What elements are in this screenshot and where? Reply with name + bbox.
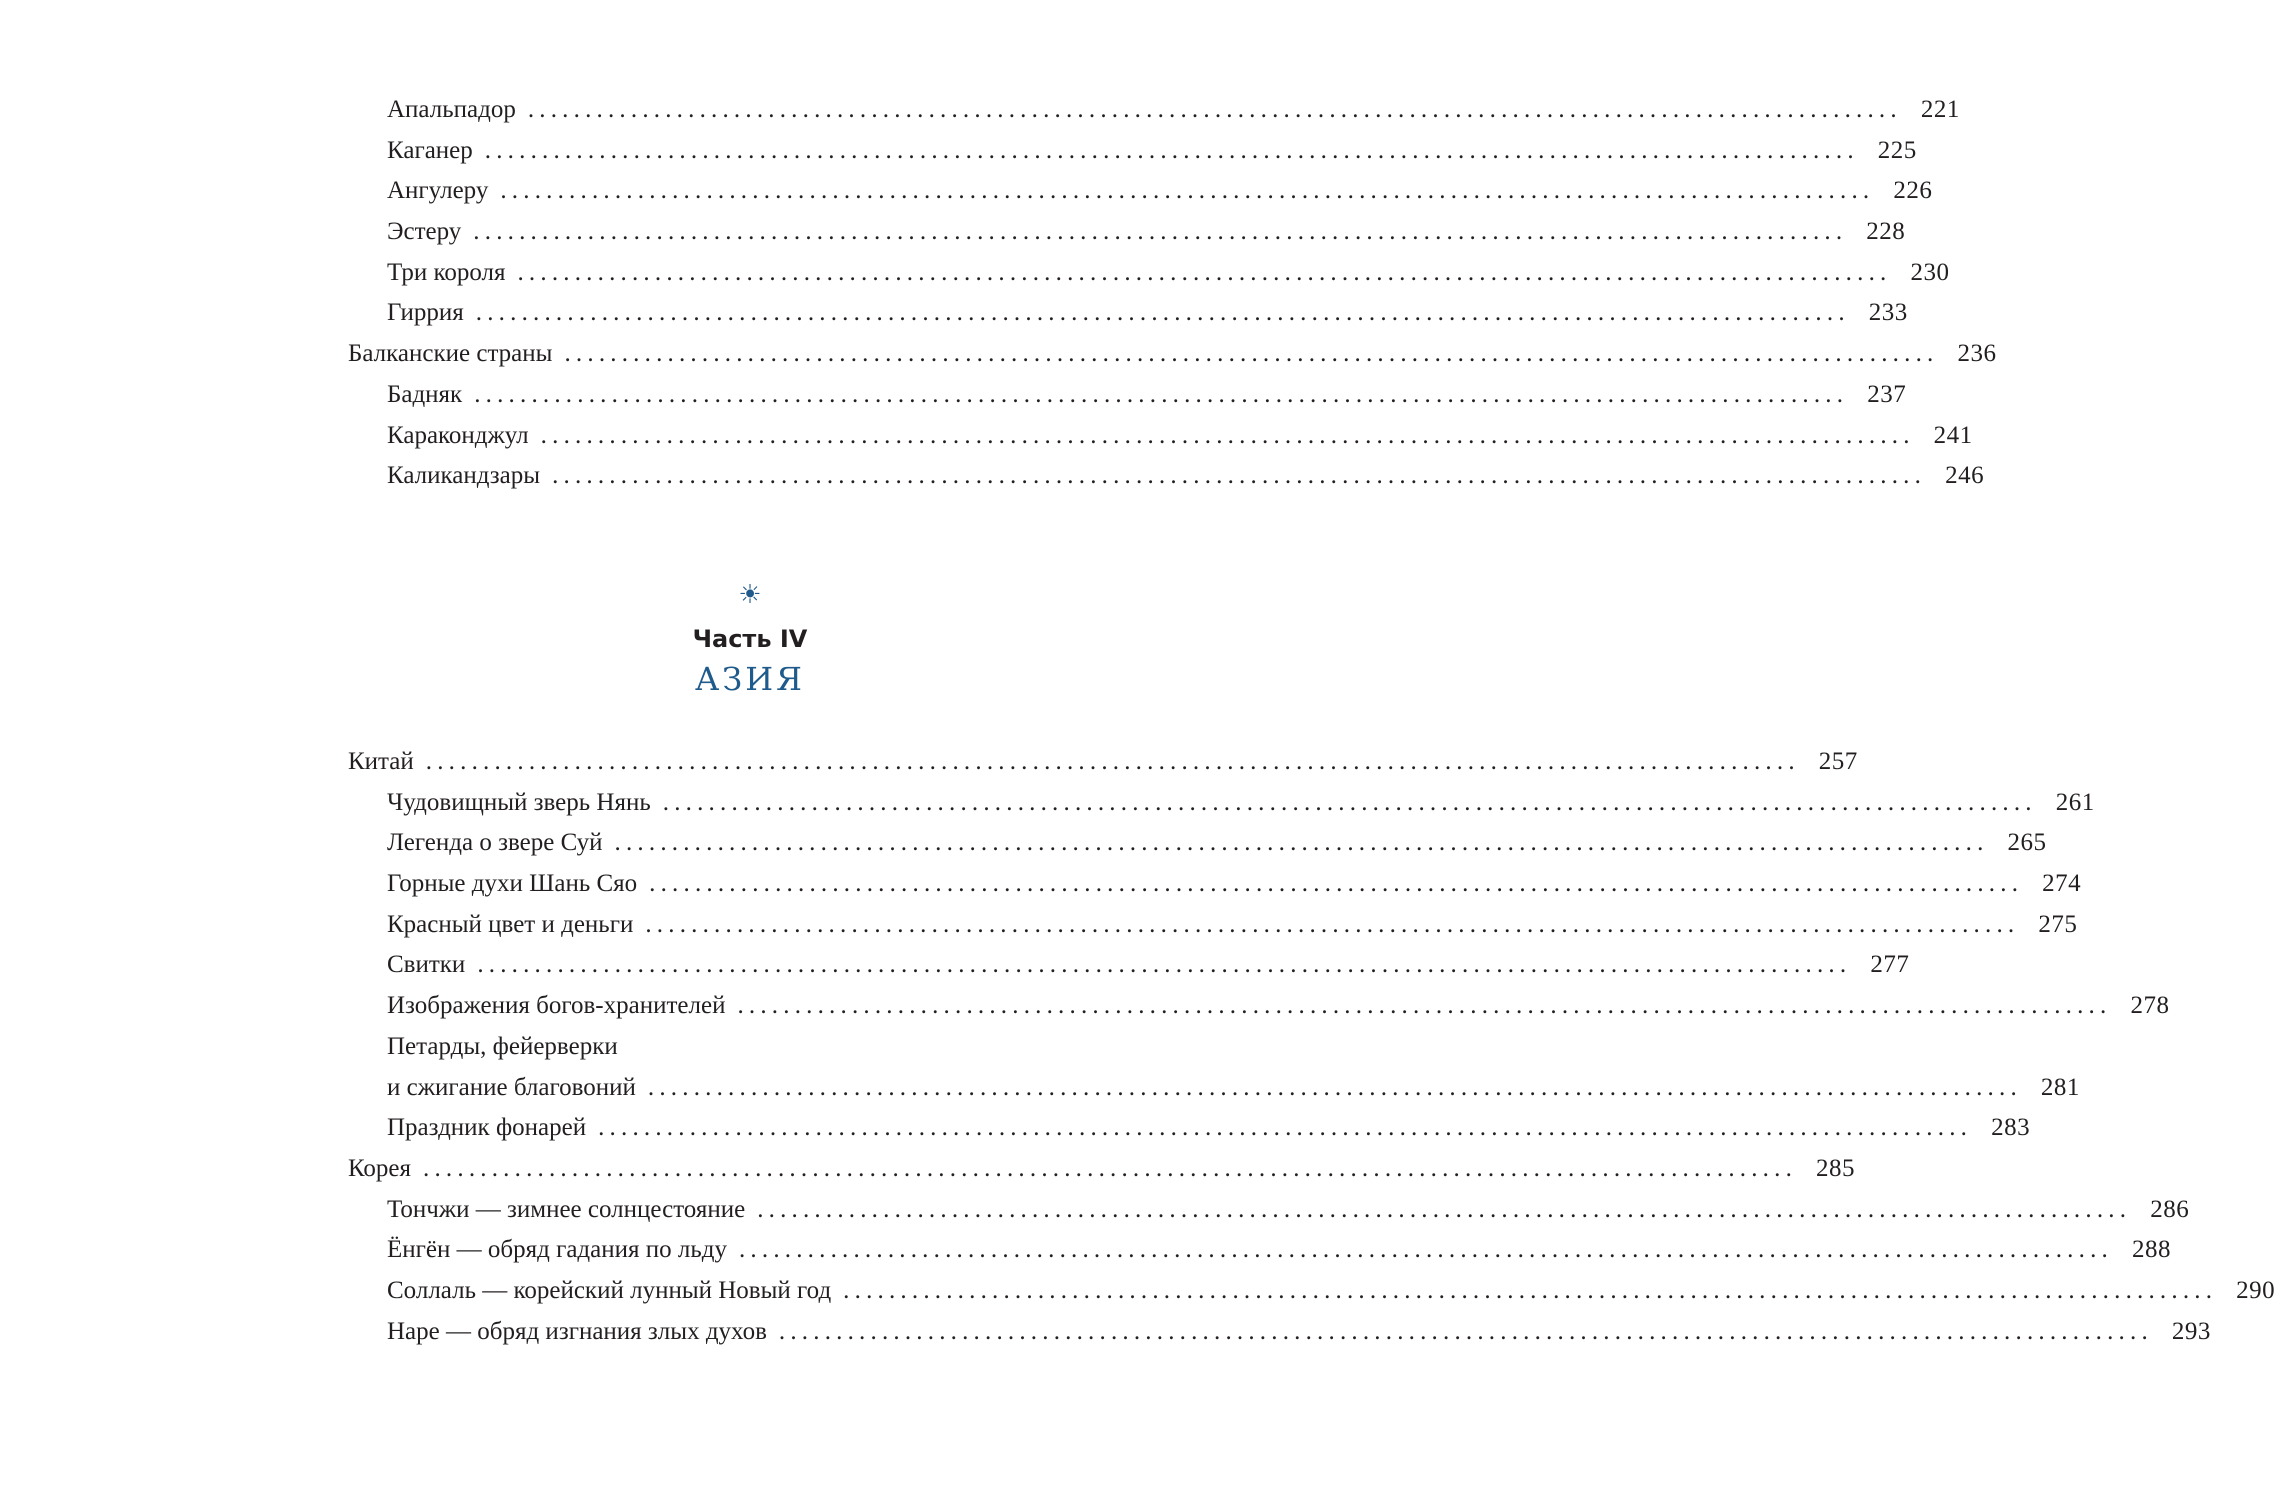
toc-entry-title: Китай — [348, 748, 414, 775]
toc-entry-title: Наре — обряд изгнания злых духов — [387, 1317, 767, 1345]
dot-leader: ........................................................................................................................ — [500, 177, 1875, 205]
toc-entry — [348, 90, 1960, 131]
toc-entry-title: Легенда о звере Суй — [387, 829, 603, 857]
toc-entry — [348, 375, 1907, 416]
dot-leader: ........................................................................................................................ — [425, 748, 1800, 775]
toc-entry-row — [348, 334, 1997, 375]
toc-entry-row — [387, 1271, 2275, 1312]
toc-entry-page-number: 261 — [2055, 788, 2095, 816]
toc-entry — [348, 1190, 2190, 1231]
sun-ornament-icon: ☀ — [738, 580, 762, 610]
toc-entry-page-number: 246 — [1945, 462, 1985, 490]
toc-entry-page-number: 226 — [1893, 177, 1933, 205]
toc-entry-page-number: 265 — [2007, 829, 2047, 857]
toc-entry-row — [387, 171, 1933, 212]
toc-entry-page-number: 237 — [1867, 380, 1907, 408]
toc-entry-page-number: 241 — [1933, 421, 1973, 449]
part-label: Часть IV — [692, 625, 808, 653]
toc-entry — [348, 131, 1917, 172]
toc-entry — [348, 456, 1985, 497]
dot-leader: ........................................................................................................................ — [598, 1114, 1973, 1142]
dot-leader: ........................................................................................................................ — [477, 951, 1852, 979]
toc-entry-page-number: 293 — [2171, 1317, 2211, 1345]
toc-entry-page-number: 290 — [2236, 1276, 2275, 1304]
toc-entry-page-number: 288 — [2131, 1236, 2171, 1264]
dot-leader: ........................................................................................................................ — [475, 299, 1850, 327]
toc-entry-page-number: 228 — [1866, 218, 1906, 246]
toc-entry-title: Эстеру — [387, 218, 462, 246]
toc-entry — [348, 864, 2082, 905]
toc-entry-row — [348, 1149, 1856, 1190]
dot-leader: ........................................................................................................................ — [662, 788, 2037, 816]
toc-entry-row — [387, 131, 1917, 172]
toc-entry-title: Праздник фонарей — [387, 1114, 587, 1142]
toc-entry-row — [387, 375, 1907, 416]
toc-entry-row — [387, 212, 1906, 253]
toc-entry-row — [387, 1312, 2211, 1353]
dot-leader: ........................................................................................................................ — [540, 421, 1915, 449]
toc-entry-title: Караконджул — [387, 421, 529, 449]
dot-leader: ........................................................................................................................ — [649, 870, 2024, 898]
toc-entry-page-number: 281 — [2040, 1073, 2080, 1101]
toc-entry-row — [387, 456, 1985, 497]
toc-entry — [348, 1271, 2275, 1312]
toc-entry-row — [387, 1108, 2031, 1149]
toc-entry — [348, 1149, 1856, 1190]
dot-leader: ........................................................................................................................ — [423, 1154, 1798, 1182]
toc-entry-page-number: 278 — [2130, 992, 2170, 1020]
toc-entry-page-number: 225 — [1877, 136, 1917, 164]
toc-entry-title: Тончжи — зимнее солнцестояние — [387, 1195, 746, 1223]
toc-entry — [348, 212, 1906, 253]
toc-entry — [348, 742, 1858, 783]
dot-leader: ........................................................................................................................ — [647, 1073, 2022, 1101]
toc-entry-row — [387, 905, 2078, 946]
toc-entry-title: Каганер — [387, 136, 473, 164]
toc-entry-row — [387, 293, 1908, 334]
toc-entry-title: Балканские страны — [348, 340, 553, 368]
toc-entry-row — [348, 742, 1858, 783]
toc-entry-row — [387, 823, 2047, 864]
dot-leader: ........................................................................................................................ — [527, 96, 1902, 123]
toc-entry-row — [387, 1068, 2080, 1109]
toc-list-top — [348, 90, 1997, 497]
toc-entry — [348, 1230, 2171, 1271]
toc-entry — [348, 945, 1910, 986]
toc-entry-title: Три короля — [387, 258, 506, 286]
dot-leader: ........................................................................................................................ — [843, 1276, 2218, 1304]
toc-entry-page-number: 233 — [1868, 299, 1908, 327]
dot-leader: ........................................................................................................................ — [737, 992, 2112, 1020]
toc-entry-title: Чудовищный зверь Нянь — [387, 788, 651, 816]
dot-leader: ........................................................................................................................ — [738, 1236, 2113, 1264]
toc-entry-title: Петарды, фейерверки — [387, 1032, 618, 1060]
toc-entry-title: Каликандзары — [387, 462, 541, 490]
toc-entry-page-number: 274 — [2042, 870, 2082, 898]
toc-entry — [348, 823, 2047, 864]
toc-entry-row — [387, 864, 2082, 905]
dot-leader: ........................................................................................................................ — [757, 1195, 2132, 1223]
toc-entry-row — [387, 416, 1973, 457]
toc-entry-title: Свитки — [387, 951, 466, 979]
toc-entry-title: Апальпадор — [387, 96, 516, 123]
toc-entry-title: Соллаль — корейский лунный Новый год — [387, 1276, 832, 1304]
toc-entry-row — [387, 783, 2095, 824]
toc-list-bottom — [348, 742, 2275, 1352]
toc-entry — [348, 334, 1997, 375]
toc-entry — [348, 416, 1973, 457]
toc-entry-page-number: 236 — [1957, 340, 1997, 368]
toc-entry-page-number: 286 — [2150, 1195, 2190, 1223]
toc-entry-page-number: 283 — [1991, 1114, 2031, 1142]
toc-entry-title: Бадняк — [387, 380, 463, 408]
toc-entry — [348, 1027, 1093, 1068]
toc-entry-row — [387, 986, 2170, 1027]
toc-entry-title: и сжигание благовоний — [387, 1073, 636, 1101]
dot-leader: ........................................................................................................................ — [484, 136, 1859, 164]
toc-entry-page-number: 275 — [2038, 910, 2078, 938]
toc-entry-page-number: 230 — [1910, 258, 1950, 286]
toc-entry-title: Изображения богов-хранителей — [387, 992, 726, 1020]
toc-entry-title: Красный цвет и деньги — [387, 910, 634, 938]
toc-entry — [348, 986, 2170, 1027]
toc-entry — [348, 171, 1933, 212]
toc-entry-row — [387, 90, 1960, 131]
toc-entry-page-number: 257 — [1818, 748, 1858, 775]
toc-entry-page-number: 221 — [1920, 96, 1960, 123]
dot-leader: ........................................................................................................................ — [474, 380, 1849, 408]
dot-leader: ........................................................................................................................ — [614, 829, 1989, 857]
dot-leader: ........................................................................................................................ — [564, 340, 1939, 368]
toc-entry-row — [387, 1190, 2190, 1231]
toc-entry-row — [387, 1230, 2171, 1271]
dot-leader: ........................................................................................................................ — [552, 462, 1927, 490]
dot-leader: ........................................................................................................................ — [778, 1317, 2153, 1345]
toc-entry — [348, 293, 1908, 334]
toc-entry-title: Гиррия — [387, 299, 464, 327]
toc-entry-title: Горные духи Шань Сяо — [387, 870, 638, 898]
toc-entry-page-number: 285 — [1816, 1154, 1856, 1182]
dot-leader: ........................................................................................................................ — [645, 910, 2020, 938]
toc-entry-page-number: 277 — [1870, 951, 1910, 979]
part-title: АЗИЯ — [695, 660, 805, 698]
toc-entry-title: Ангулеру — [387, 177, 489, 205]
toc-entry — [348, 1312, 2211, 1353]
toc-entry — [348, 783, 2095, 824]
toc-entry-row — [387, 253, 1950, 294]
toc-entry — [348, 1068, 2080, 1109]
dot-leader: ........................................................................................................................ — [473, 218, 1848, 246]
toc-entry — [348, 905, 2078, 946]
dot-leader: ........................................................................................................................ — [517, 258, 1892, 286]
toc-entry — [348, 1108, 2031, 1149]
toc-entry-title: Корея — [348, 1154, 412, 1182]
toc-entry-row — [387, 945, 1910, 986]
toc-entry-title: Ёнгён — обряд гадания по льду — [387, 1236, 727, 1264]
toc-entry — [348, 253, 1950, 294]
